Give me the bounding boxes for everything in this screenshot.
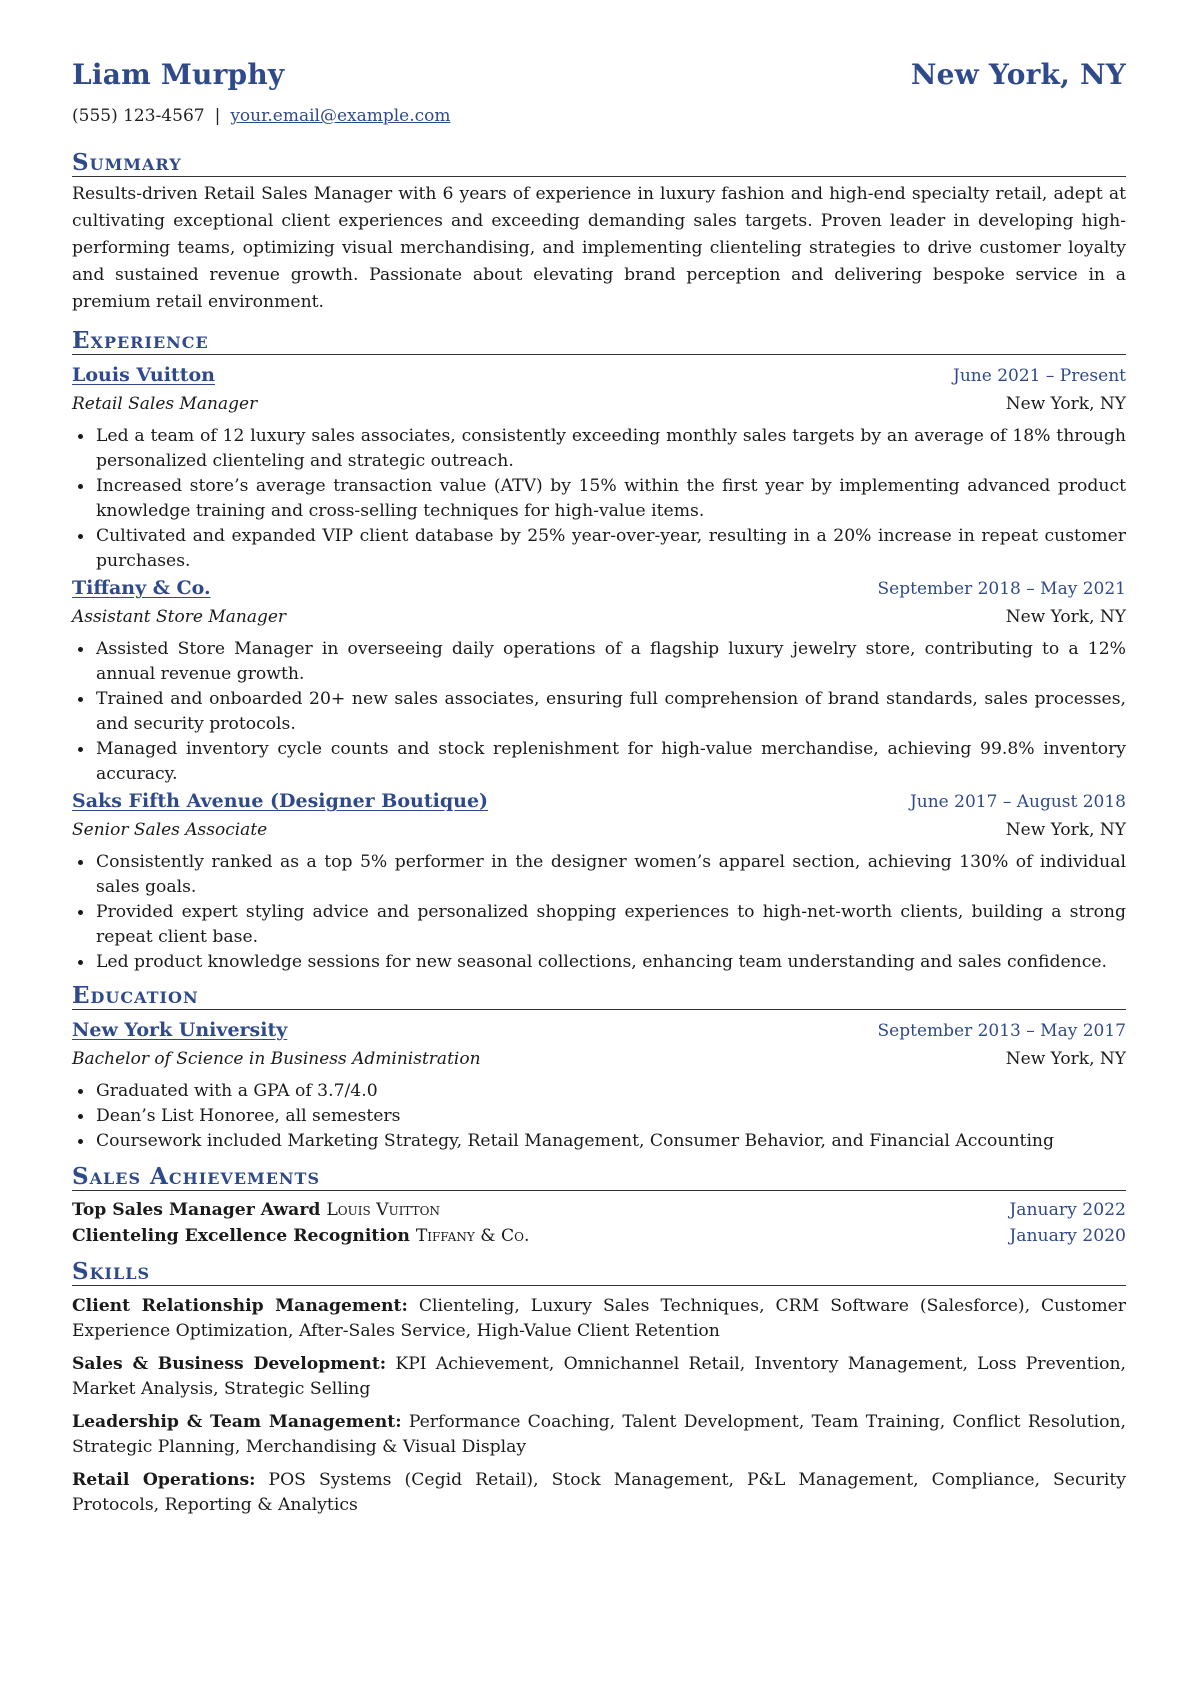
summary-text: Results-driven Retail Sales Manager with 6 years of experience in luxury fashion and high-end specialty retail, adept at cultivating exceptional client experiences and exceeding demanding sales targets. Proven leader in developing high-performing teams, optimizing visual merchandising, and implementing clienteling strategies to drive customer loyalty and sustained revenue growth. Passionate about elevating brand perception and delivering bespoke service in a premium retail environment. — [72, 184, 1126, 312]
skill-group — [72, 1410, 1126, 1460]
skill-group — [72, 1468, 1126, 1518]
skills-section — [72, 1259, 1126, 1518]
achievements-section — [72, 1164, 1126, 1249]
job-role: Retail Sales Manager — [72, 394, 258, 414]
education-location: New York, NY — [1005, 1049, 1126, 1069]
job-bullet: Led a team of 12 luxury sales associates, consistently exceeding monthly sales targets by an average of 18% through personalized clienteling and strategic outreach. — [96, 424, 1126, 474]
school-name[interactable]: New York University — [72, 1019, 288, 1041]
skill-category: Retail Operations: — [72, 1470, 256, 1490]
section-title-experience: Experience — [72, 328, 1126, 355]
skill-list: KPI Achievement, Omnichannel Retail, Inventory Management, Loss Prevention, Market Analysis, Strategic Selling — [72, 1354, 1126, 1399]
job-bullet: Assisted Store Manager in overseeing daily operations of a flagship luxury jewelry store, contributing to a 12% annual revenue growth. — [96, 637, 1126, 687]
candidate-location: New York, NY — [910, 58, 1126, 91]
contact-line — [72, 106, 1126, 132]
skill-group — [72, 1352, 1126, 1402]
education-dates: September 2013 – May 2017 — [877, 1021, 1126, 1041]
resume-page — [72, 58, 1126, 1518]
job-entry — [72, 361, 1126, 574]
education-entry — [72, 1016, 1126, 1154]
job-dates: June 2021 – Present — [953, 366, 1126, 386]
award-date: January 2020 — [1009, 1226, 1126, 1246]
skill-category: Leadership & Team Management: — [72, 1412, 402, 1432]
job-location: New York, NY — [1005, 607, 1126, 627]
skill-category: Client Relationship Management: — [72, 1296, 408, 1316]
skill-group — [72, 1294, 1126, 1344]
company-name[interactable]: Louis Vuitton — [72, 364, 215, 386]
skill-list: Performance Coaching, Talent Development, Team Training, Conflict Resolution, Strategic Planning, Merchandising & Visual Display — [72, 1412, 1126, 1457]
job-bullets — [72, 424, 1126, 574]
job-role: Assistant Store Manager — [72, 607, 287, 627]
education-section — [72, 983, 1126, 1154]
education-bullets — [72, 1079, 1126, 1154]
skill-list: Clienteling, Luxury Sales Techniques, CRM Software (Salesforce), Customer Experience Optimization, After-Sales Service, High-Value Client Retention — [72, 1296, 1127, 1341]
achievement-row — [72, 1197, 1126, 1223]
job-bullet: Consistently ranked as a top 5% performer in the designer women’s apparel section, achieving 130% of individual sales goals. — [96, 850, 1126, 900]
company-name[interactable]: Tiffany & Co. — [72, 577, 211, 599]
award-title: Top Sales Manager Award — [72, 1200, 321, 1220]
skill-category: Sales & Business Development: — [72, 1354, 387, 1374]
job-bullet: Led product knowledge sessions for new seasonal collections, enhancing team understanding and sales confidence. — [96, 950, 1126, 975]
company-name[interactable]: Saks Fifth Avenue (Designer Boutique) — [72, 790, 489, 812]
section-title-summary: Summary — [72, 150, 1126, 177]
award-org: Louis Vuitton — [326, 1200, 441, 1220]
experience-section — [72, 328, 1126, 975]
job-bullet: Provided expert styling advice and personalized shopping experiences to high-net-worth clients, building a strong repeat client base. — [96, 900, 1126, 950]
education-bullet: Graduated with a GPA of 3.7/4.0 — [96, 1079, 1126, 1104]
job-location: New York, NY — [1005, 820, 1126, 840]
section-title-skills: Skills — [72, 1259, 1126, 1286]
job-bullet: Managed inventory cycle counts and stock replenishment for high-value merchandise, achieving 99.8% inventory accuracy. — [96, 737, 1126, 787]
email-link[interactable]: your.email@example.com — [230, 106, 451, 126]
contact-separator: | — [214, 106, 221, 126]
job-bullet: Trained and onboarded 20+ new sales associates, ensuring full comprehension of brand standards, sales processes, and security protocols. — [96, 687, 1126, 737]
job-dates: September 2018 – May 2021 — [877, 579, 1126, 599]
phone-number: (555) 123-4567 — [72, 106, 205, 126]
award-org: Tiffany & Co. — [415, 1226, 530, 1246]
skill-list: POS Systems (Cegid Retail), Stock Management, P&L Management, Compliance, Security Protocols, Reporting & Analytics — [72, 1470, 1126, 1515]
education-bullet: Coursework included Marketing Strategy, Retail Management, Consumer Behavior, and Financial Accounting — [96, 1129, 1126, 1154]
job-entry — [72, 574, 1126, 787]
section-title-achievements: Sales Achievements — [72, 1164, 1126, 1191]
job-bullet: Cultivated and expanded VIP client database by 25% year-over-year, resulting in a 20% increase in repeat customer purchases. — [96, 524, 1126, 574]
achievement-row — [72, 1223, 1126, 1249]
job-bullets — [72, 637, 1126, 787]
job-role: Senior Sales Associate — [72, 820, 268, 840]
job-bullets — [72, 850, 1126, 975]
summary-section — [72, 150, 1126, 316]
job-bullet: Increased store’s average transaction value (ATV) by 15% within the first year by implementing advanced product knowledge training and cross-selling techniques for high-value items. — [96, 474, 1126, 524]
section-title-education: Education — [72, 983, 1126, 1010]
resume-header — [72, 58, 1126, 102]
job-dates: June 2017 – August 2018 — [909, 792, 1126, 812]
education-bullet: Dean’s List Honoree, all semesters — [96, 1104, 1126, 1129]
award-date: January 2022 — [1009, 1200, 1126, 1220]
job-location: New York, NY — [1005, 394, 1126, 414]
candidate-name: Liam Murphy — [72, 58, 285, 91]
job-entry — [72, 787, 1126, 975]
degree: Bachelor of Science in Business Administration — [72, 1049, 481, 1069]
award-title: Clienteling Excellence Recognition — [72, 1226, 410, 1246]
